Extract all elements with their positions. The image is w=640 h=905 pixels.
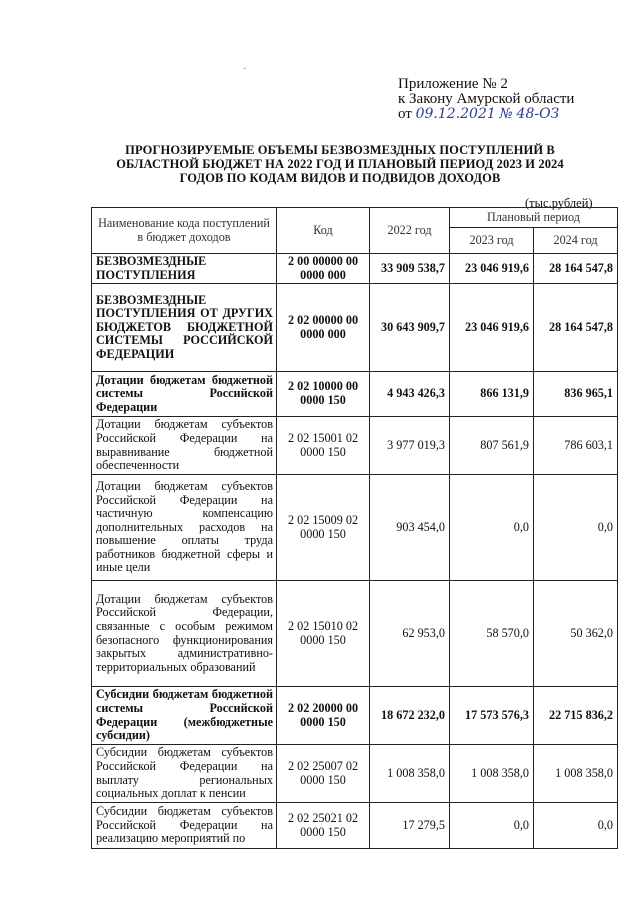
row-code: 2 02 15001 02 0000 150 <box>277 417 370 475</box>
appendix-block <box>398 77 574 122</box>
row-2024: 50 362,0 <box>534 581 618 687</box>
table-row <box>92 284 618 372</box>
revenue-table <box>91 207 618 849</box>
row-2024: 836 965,1 <box>534 372 618 417</box>
header-2022: 2022 год <box>370 208 450 254</box>
table-row <box>92 581 618 687</box>
row-2024: 1 008 358,0 <box>534 745 618 803</box>
row-2022: 3 977 019,3 <box>370 417 450 475</box>
row-name: Субсидии бюджетам субъектов Российской Федерации на реализацию мероприятий по <box>92 803 277 849</box>
header-code: Код <box>277 208 370 254</box>
row-code: 2 02 10000 00 0000 150 <box>277 372 370 417</box>
row-2024: 0,0 <box>534 475 618 581</box>
row-2023: 23 046 919,6 <box>450 254 534 284</box>
appendix-from: от <box>398 106 412 122</box>
row-code: 2 02 00000 00 0000 000 <box>277 284 370 372</box>
row-name: Дотации бюджетам субъектов Российской Федерации на частичную компенсацию дополнительных расходов на повышение оплаты труда работников бюджетной сферы и иные цели <box>92 475 277 581</box>
table-row <box>92 372 618 417</box>
unit-label: (тыс.рублей) <box>525 196 593 210</box>
appendix-line-2: к Закону Амурской области <box>398 91 575 107</box>
row-code: 2 02 20000 00 0000 150 <box>277 687 370 745</box>
table-row <box>92 417 618 475</box>
row-2022: 33 909 538,7 <box>370 254 450 284</box>
row-2024: 0,0 <box>534 803 618 849</box>
row-code: 2 02 25007 02 0000 150 <box>277 745 370 803</box>
row-2022: 18 672 232,0 <box>370 687 450 745</box>
appendix-line-1: Приложение № 2 <box>398 76 508 92</box>
table-row <box>92 803 618 849</box>
row-2023: 0,0 <box>450 803 534 849</box>
document-title: ПРОГНОЗИРУЕМЫЕ ОБЪЕМЫ БЕЗВОЗМЕЗДНЫХ ПОСТУПЛЕНИЙ В ОБЛАСТНОЙ БЮДЖЕТ НА 2022 ГОД И ПЛАНОВЫЙ ПЕРИОД 2023 И 2024 ГОДОВ ПО КОДАМ ВИДОВ И ПОДВИДОВ ДОХОДОВ <box>116 143 564 185</box>
row-2022: 1 008 358,0 <box>370 745 450 803</box>
header-2023: 2023 год <box>450 228 534 254</box>
row-name: Субсидии бюджетам бюджетной системы Российской Федерации (межбюджетные субсидии) <box>92 687 277 745</box>
appendix-line-3 <box>398 107 574 122</box>
handwritten-number: 48-ОЗ <box>516 106 560 122</box>
row-2024: 28 164 547,8 <box>534 284 618 372</box>
row-2023: 0,0 <box>450 475 534 581</box>
table-row <box>92 254 618 284</box>
table-row <box>92 687 618 745</box>
table-row <box>92 745 618 803</box>
scan-speck: · <box>243 64 247 75</box>
row-2022: 62 953,0 <box>370 581 450 687</box>
header-2024: 2024 год <box>534 228 618 254</box>
row-2023: 17 573 576,3 <box>450 687 534 745</box>
row-2022: 903 454,0 <box>370 475 450 581</box>
row-2023: 1 008 358,0 <box>450 745 534 803</box>
row-name: Субсидии бюджетам субъектов Российской Федерации на выплату региональных социальных доплат к пенсии <box>92 745 277 803</box>
row-code: 2 02 15009 02 0000 150 <box>277 475 370 581</box>
row-name: Дотации бюджетам бюджетной системы Российской Федерации <box>92 372 277 417</box>
row-name: Дотации бюджетам субъектов Российской Федерации на выравнивание бюджетной обеспеченности <box>92 417 277 475</box>
header-planned: Плановый период <box>450 208 618 228</box>
table-row <box>92 475 618 581</box>
row-2024: 28 164 547,8 <box>534 254 618 284</box>
row-name: Дотации бюджетам субъектов Российской Федерации, связанные с особым режимом безопасного функционирования закрытых административно-территориальных образований <box>92 581 277 687</box>
row-name: БЕЗВОЗМЕЗДНЫЕ ПОСТУПЛЕНИЯ ОТ ДРУГИХ БЮДЖЕТОВ БЮДЖЕТНОЙ СИСТЕМЫ РОССИЙСКОЙ ФЕДЕРАЦИИ <box>92 284 277 372</box>
handwritten-date: 09.12.2021 <box>415 106 496 122</box>
row-2022: 4 943 426,3 <box>370 372 450 417</box>
row-name: БЕЗВОЗМЕЗДНЫЕ ПОСТУПЛЕНИЯ <box>92 254 277 284</box>
row-2024: 22 715 836,2 <box>534 687 618 745</box>
row-2022: 30 643 909,7 <box>370 284 450 372</box>
row-code: 2 00 00000 00 0000 000 <box>277 254 370 284</box>
number-sign: № <box>499 106 513 122</box>
header-name: Наименование кода поступлений в бюджет доходов <box>92 208 277 254</box>
row-2023: 807 561,9 <box>450 417 534 475</box>
row-2022: 17 279,5 <box>370 803 450 849</box>
row-2024: 786 603,1 <box>534 417 618 475</box>
row-code: 2 02 15010 02 0000 150 <box>277 581 370 687</box>
row-2023: 58 570,0 <box>450 581 534 687</box>
row-2023: 866 131,9 <box>450 372 534 417</box>
row-code: 2 02 25021 02 0000 150 <box>277 803 370 849</box>
row-2023: 23 046 919,6 <box>450 284 534 372</box>
